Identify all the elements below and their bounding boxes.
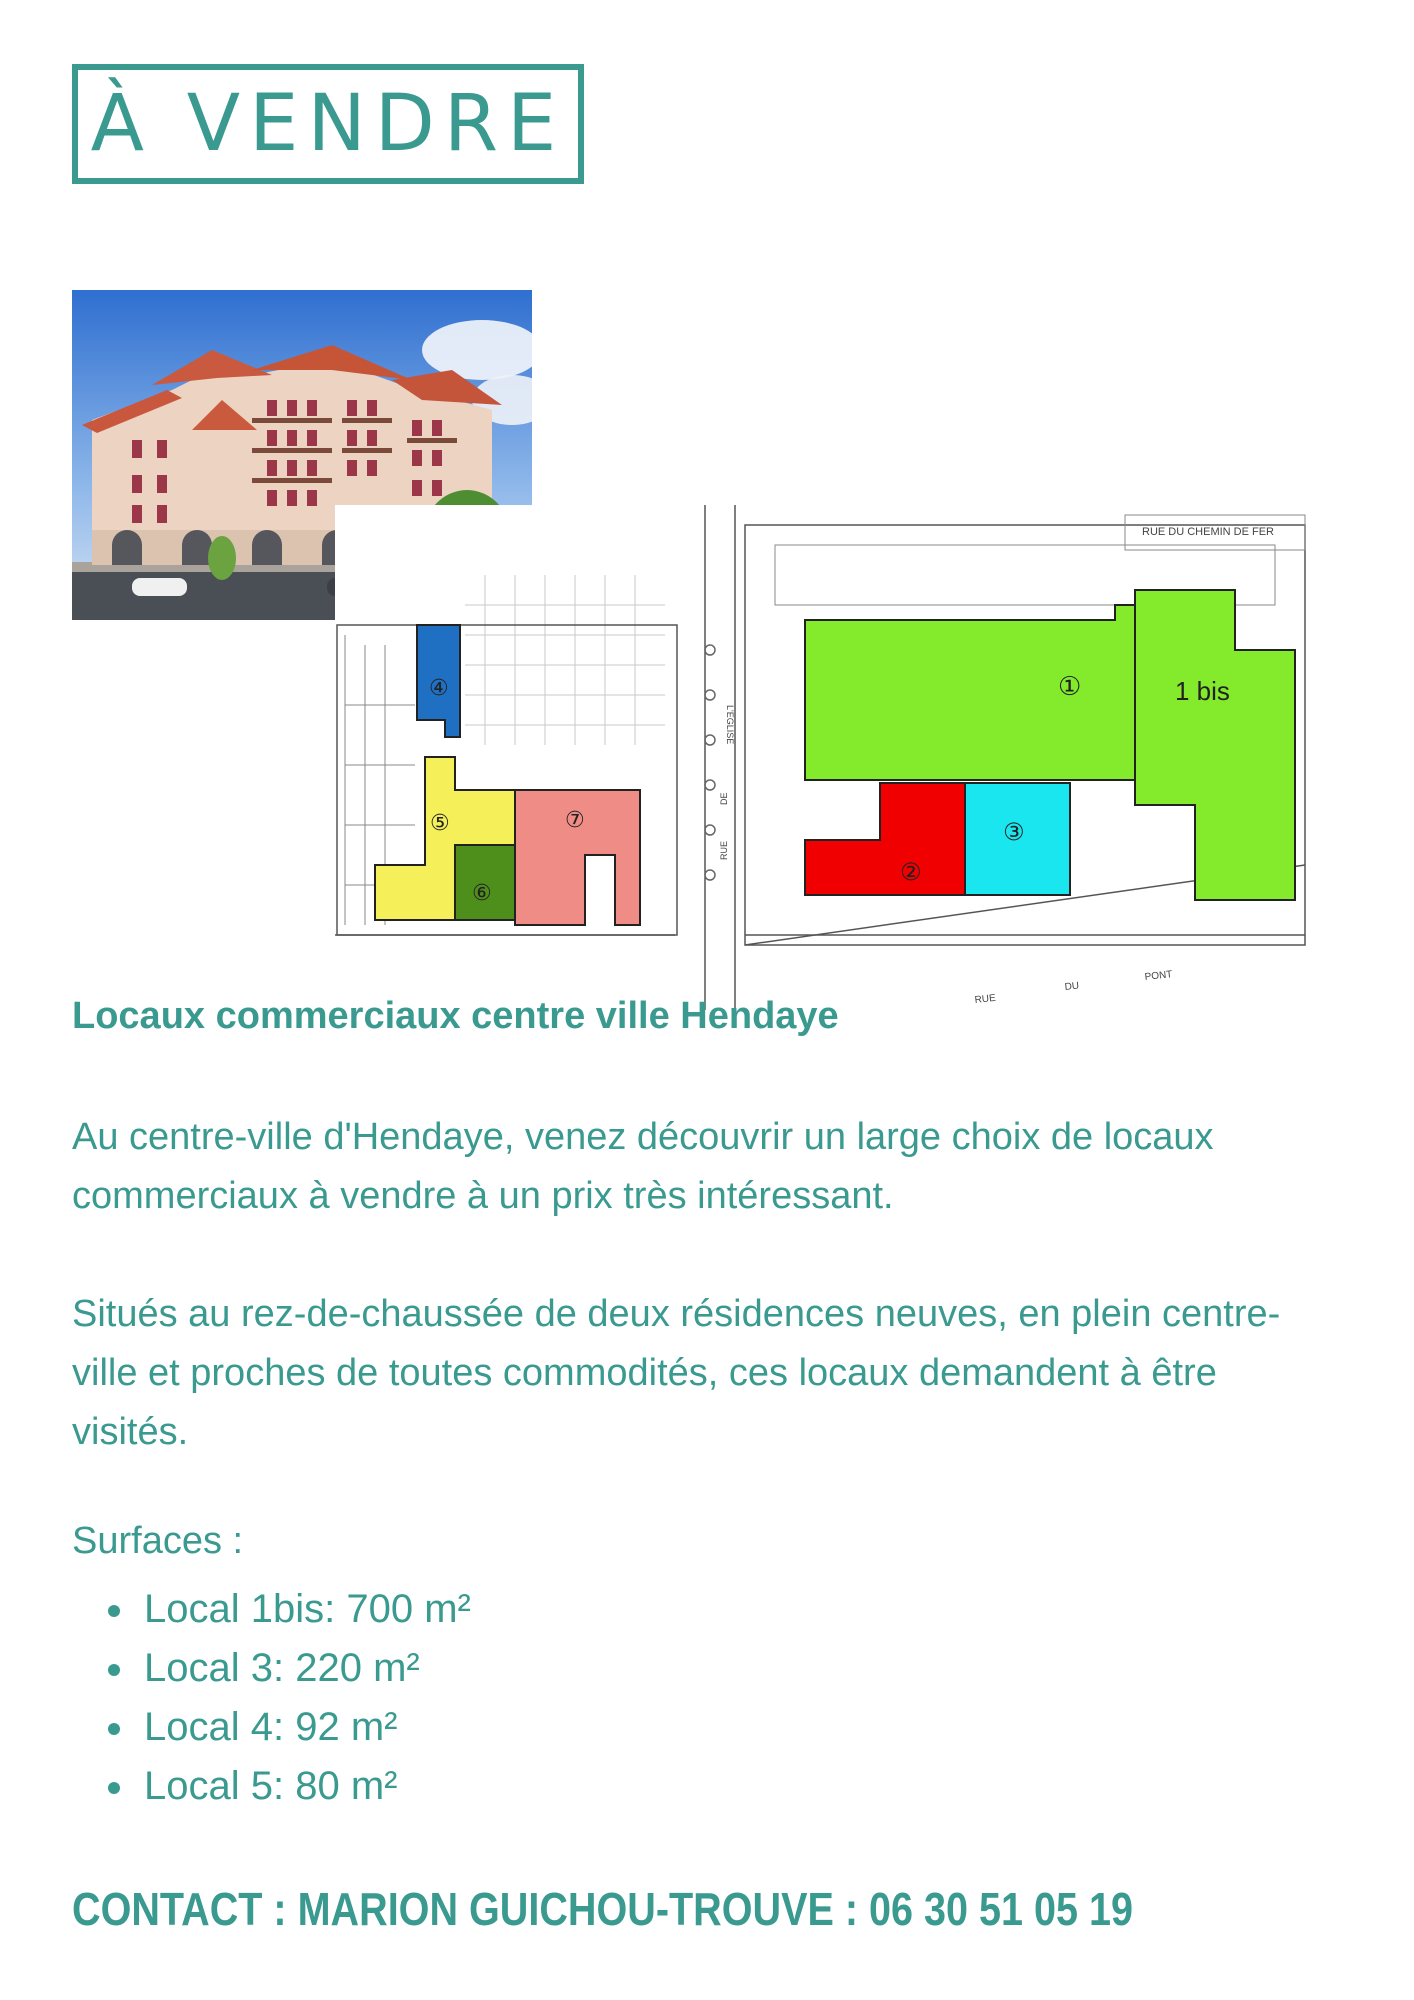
lot-7-label: ⑦ (565, 808, 585, 833)
bullet-icon (108, 1723, 120, 1735)
location-paragraph: Situés au rez-de-chaussée de deux résidences neuves, en plein centre-ville et proches de toutes commodités, ces locaux demandent à être visités. (72, 1293, 1281, 1453)
surface-text: Local 4: 92 m² (144, 1705, 398, 1749)
street-label-de: DE (719, 792, 729, 805)
street-label-pont-du: DU (1064, 980, 1080, 993)
street-label-eglise: L'EGLISE (725, 705, 735, 745)
lot-5-label: ⑤ (430, 811, 450, 836)
contact-line: CONTACT : MARION GUICHOU-TROUVE : 06 30 51 05 19 (72, 1883, 1133, 1935)
lot-1-shape (805, 605, 1135, 780)
page-title: À VENDRE (90, 79, 566, 169)
bullet-icon (108, 1664, 120, 1676)
street-label-rue: RUE (719, 840, 729, 860)
surface-text: Local 3: 220 m² (144, 1646, 420, 1690)
list-item (72, 1757, 471, 1816)
list-item (72, 1639, 471, 1698)
lot-1bis-label: 1 bis (1175, 676, 1230, 706)
surfaces-list (72, 1580, 471, 1816)
title-box (72, 64, 584, 184)
lot-2-label: ② (900, 858, 922, 886)
bullet-icon (108, 1782, 120, 1794)
lot-3-label: ③ (1003, 818, 1025, 846)
lot-6-label: ⑥ (472, 881, 492, 906)
bullet-icon (108, 1605, 120, 1617)
floor-plan-drawing (335, 505, 1310, 1010)
surface-text: Local 5: 80 m² (144, 1764, 398, 1808)
surface-text: Local 1bis: 700 m² (144, 1587, 471, 1631)
section-heading: Locaux commerciaux centre ville Hendaye (72, 995, 839, 1037)
lot-4-label: ④ (429, 676, 449, 701)
floor-plan (335, 505, 1310, 1010)
street-label-pont: PONT (1144, 969, 1173, 983)
surfaces-label: Surfaces : (72, 1520, 244, 1562)
street-label-chemin-de-fer: RUE DU CHEMIN DE FER (1142, 526, 1275, 538)
intro-paragraph: Au centre-ville d'Hendaye, venez découvrir un large choix de locaux commerciaux à vendre à un prix très intéressant. (72, 1116, 1214, 1217)
list-item (72, 1698, 471, 1757)
list-item (72, 1580, 471, 1639)
lot-1-label: ① (1058, 672, 1082, 702)
street-label-pont-rue: RUE (974, 992, 997, 1006)
